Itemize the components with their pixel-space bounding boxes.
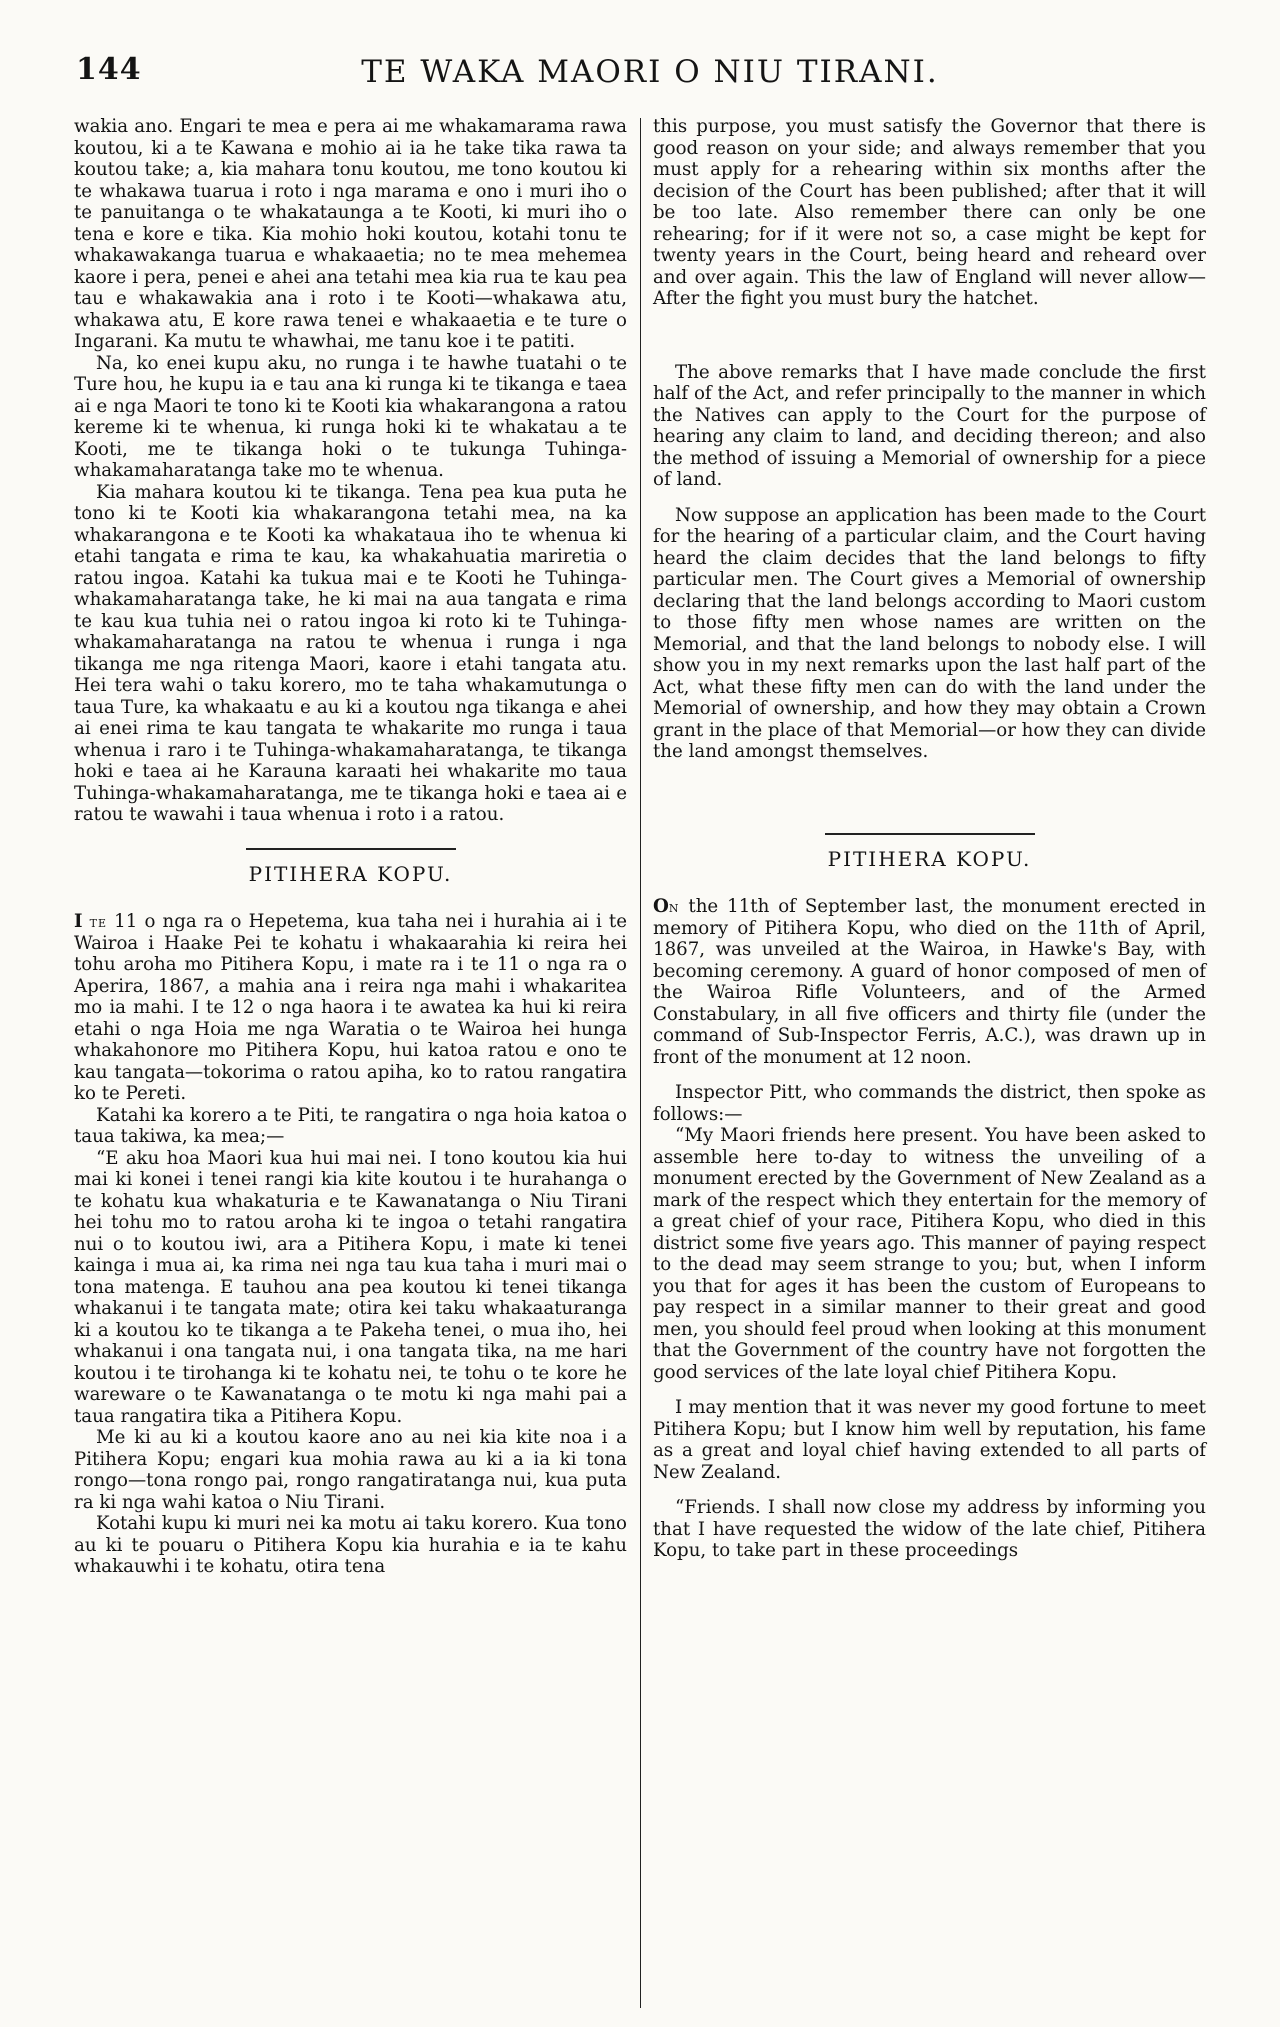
paragraph: Me ki au ki a koutou kaore ano au nei kia kite noa i a Pitihera Kopu; engari kua mohia rawa au ki a ia ki tona rongo—tona rongo pai, rongo rangatiratanga nui, kua puta ra ki nga wahi katoa o Niu Tirani.: [74, 1427, 627, 1513]
small-caps: n: [668, 897, 680, 916]
section-rule: [246, 848, 456, 850]
paragraph: “Friends. I shall now close my address by informing you that I have requested the widow of the late chief, Pitihera Kopu, to take part in these proceedings: [653, 1497, 1206, 1561]
paragraph: I may mention that it was never my good fortune to meet Pitihera Kopu; but I know him well by reputation, his fame as a great and loyal chief having extended to all parts of New Zealand.: [653, 1397, 1206, 1483]
right-column-english: [653, 116, 1206, 2016]
paragraph: The above remarks that I have made conclude the first half of the Act, and refer principally to the manner in which the Natives can apply to the Court for the purpose of hearing any claim to land, and deciding thereon; and also the method of issuing a Memorial of ownership for a piece of land.: [653, 361, 1206, 490]
publication-title: TE WAKA MAORI O NIU TIRANI.: [361, 54, 939, 90]
paragraph: wakia ano. Engari te mea e pera ai me whakamarama rawa koutou, ki a te Kawana e mohio ai ia he take tika rawa ta koutou take; a, kia mahara tonu koutou, me tono koutou ki te whakawa tuarua i roto i nga marama e ono i muri iho o te panuitanga o te whakataunga a te Kooti, ki muri iho o tena e kore e tika. Kia mohio hoki koutou, kotahi tonu te whakawakanga tuarua e whakaaetia; no te mea mehemea kaore i pera, penei e ahei ana tetahi mea kia rua te kau pea tau e whakawakia ana i roto i te Kooti—whakawa atu, whakawa atu, E kore rawa tenei e whakaaetia e te ture o Ingarani. Ka mutu te whawhai, me tanu koe i te patiti.: [74, 116, 627, 352]
paragraph: Inspector Pitt, who commands the district, then spoke as follows:—: [653, 1082, 1206, 1125]
paragraph: [653, 896, 1206, 1068]
section-rule: [825, 833, 1035, 835]
left-column-maori: [74, 116, 627, 2016]
paragraph: “E aku hoa Maori kua hui mai nei. I tono koutou kia hui mai ki konei i tenei rangi kia kite koutou i te hurahanga o te kohatu kua whakaturia e te Kawanatanga o Niu Tirani hei tohu mo to ratou aroha ki te ingoa o tetahi rangatira nui o to koutou iwi, ara a Pitihera Kopu, i mate ki tenei kainga i mua ai, ka rima nei nga tau kua taha i muri mai o tona matenga. E tauhou ana pea koutou ki tenei tikanga whakanui i te tangata mate; otira kei taku whakaaturanga ki a koutou ko te tikanga a te Pakeha tenei, o mua iho, hei whakanui i ona tangata nui, i ona tangata tika, na me hari koutou i te tirohanga ki te kohatu nei, te tohu o te kore he wareware o te Kawanatanga o te motu ki nga mahi pai a taua rangatira tika a Pitihera Kopu.: [74, 1147, 627, 1427]
paragraph: Katahi ka korero a te Piti, te rangatira o nga hoia katoa o taua takiwa, ka mea;—: [74, 1104, 627, 1147]
paragraph: Na, ko enei kupu aku, no runga i te hawhe tuatahi o te Ture hou, he kupu ia e tau ana ki runga ki te tikanga e taea ai e nga Maori te tono ki te Kooti kia whakarangona a ratou kereme ki te whenua, ki runga hoki ki te whakatau a te Kooti, me te tikanga hoki o te tukunga Tuhinga-whakamaharatanga take mo te whenua.: [74, 352, 627, 481]
page-number: 144: [76, 52, 142, 87]
page-header: [70, 44, 1230, 104]
drop-cap: O: [653, 896, 669, 917]
paragraph: [74, 911, 627, 1105]
section-title: PITIHERA KOPU.: [248, 861, 453, 886]
paragraph: “My Maori friends here present. You have been asked to assemble here to-day to witness the unveiling of a monument erected by the Government of New Zealand as a mark of the respect which they entertain for the memory of a great chief of your race, Pitihera Kopu, who died in this district some five years ago. This manner of paying respect to the dead may seem strange to you; but, when I inform you that for ages it has been the custom of Europeans to pay respect in a similar manner to their great and good men, you should feel proud when looking at this monument that the Government of the country have not forgotten the good services of the late loyal chief Pitihera Kopu.: [653, 1125, 1206, 1383]
column-divider: [640, 118, 641, 2008]
paragraph-text: the 11th of September last, the monument erected in memory of Pitihera Kopu, who died on the 11th of April, 1867, was unveiled at the Wairoa, in Hawke's Bay, with becoming ceremony. A guard of honor composed of men of the Wairoa Rifle Volunteers, and of the Armed Constabulary, in all five officers and thirty file (under the command of Sub-Inspector Ferris, A.C.), was drawn up in front of the monument at 12 noon.: [653, 896, 1206, 1068]
paragraph: Now suppose an application has been made to the Court for the hearing of a particular claim, and the Court having heard the claim decides that the land belongs to fifty particular men. The Court gives a Memorial of ownership declaring that the land belongs according to Maori custom to those fifty men whose names are written on the Memorial, and that the land belongs to nobody else. I will show you in my next remarks upon the last half part of the Act, what these fifty men can do with the land under the Memorial of ownership, and how they may obtain a Crown grant in the place of that Memorial—or how they can divide the land amongst themselves.: [653, 504, 1207, 762]
paragraph-text: 11 o nga ra o Hepetema, kua taha nei i hurahia ai i te Wairoa i Haake Pei te kohatu i whakaarahia ki reira hei tohu aroha mo Pitihera Kopu, i mate ra i te 11 o nga ra o Aperira, 1867, a mahia ana i reira nga mahi i whakaritea mo ia mahi. I te 12 o nga haora i te awatea ka hui ki reira etahi o nga Hoia me nga Waratia o te Wairoa hei hunga whakahonore mo Pitihera Kopu, hui katoa ratou e ono te kau tangata—tokorima o ratou apiha, ko to ratou rangatira ko te Pereti.: [74, 911, 627, 1104]
paragraph: this purpose, you must satisfy the Governor that there is good reason on your side; and always remember that you must apply for a rehearing within six months after the decision of the Court has been published; after that it will be too late. Also remember there can only be one rehearing; for if it were not so, a case might be kept for twenty years in the Court, being heard and reheard over and over again. This the law of England will never allow—After the fight you must bury the hatchet.: [653, 116, 1206, 309]
drop-cap: I: [74, 911, 83, 932]
paragraph: Kotahi kupu ki muri nei ka motu ai taku korero. Kua tono au ki te pouaru o Pitihera Kopu kia hurahia e ia te kahu whakauwhi i te kohatu, otira tena: [74, 1513, 627, 1577]
section-title: PITIHERA KOPU.: [827, 846, 1032, 871]
paragraph: Kia mahara koutou ki te tikanga. Tena pea kua puta he tono ki te Kooti kia whakarangona tetahi mea, na ka whakarangona e te Kooti ka whakataua iho te whenua ki etahi tangata e rima te kau, ka whakahuatia mariretia o ratou ingoa. Katahi ka tukua mai e te Kooti he Tuhinga-whakamaharatanga take, he ki mai na aua tangata e rima te kau kua tuhia nei o ratou ingoa ki roto ki te Tuhinga-whakamaharatanga na ratou te whenua i runga i nga tikanga me nga ritenga Maori, kaore i etahi tangata atu. Hei tera wahi o taku korero, mo te taha whakamutunga o taua Ture, ka whakaatu e au ki a koutou nga tikanga e ahei ai enei rima te kau tangata te whakarite mo runga i taua whenua i raro i te Tuhinga-whakamaharatanga, te tikanga hoki e taea ai he Karauna karaati hei whakarite mo taua Tuhinga-whakamaharatanga, me te tikanga hoki e taea ai e ratou te wawahi i taua whenua i roto i a ratou.: [74, 481, 627, 825]
small-caps: te: [89, 912, 108, 931]
